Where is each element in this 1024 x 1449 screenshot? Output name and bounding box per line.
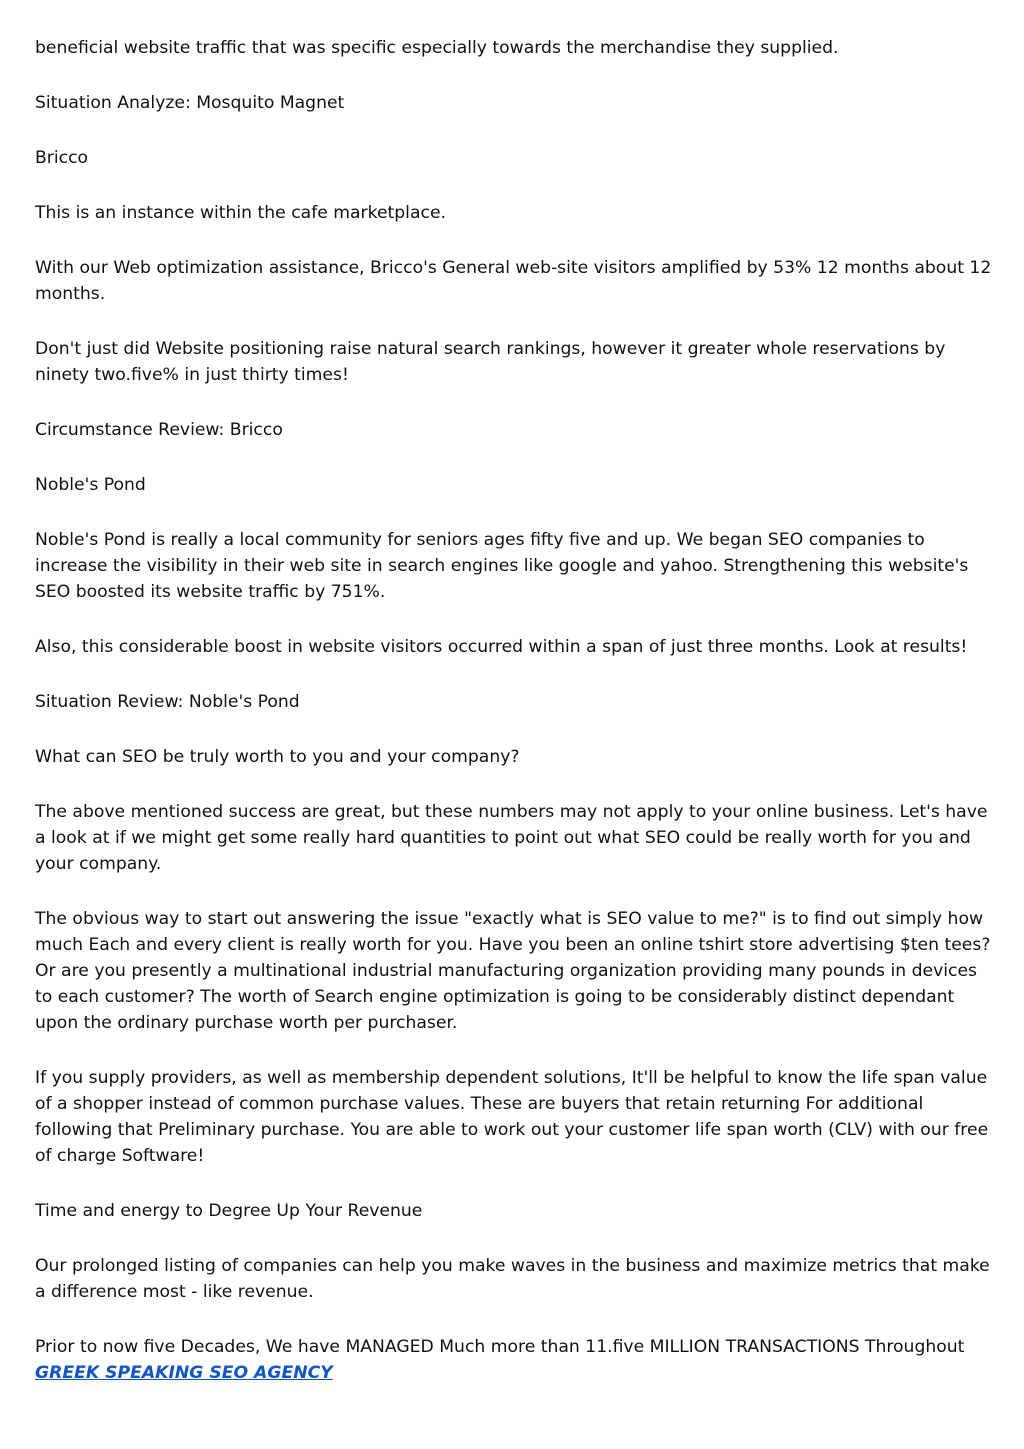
paragraph: This is an instance within the cafe marketplace. [35,203,446,223]
paragraph: Bricco [35,148,89,168]
paragraph: The above mentioned success are great, but these numbers may not apply to your online business. Let's have a look at if we might get some really hard quantities to point out what SEO could be really worth for you and your company. [35,802,988,874]
paragraph: Time and energy to Degree Up Your Revenue [35,1201,423,1221]
agency-link[interactable]: GREEK SPEAKING SEO AGENCY [35,1363,333,1383]
final-paragraph [35,1334,993,1386]
paragraph: Circumstance Review: Bricco [35,420,283,440]
paragraph: beneficial website traffic that was specific especially towards the merchandise they supplied. [35,38,839,58]
paragraph: Don't just did Website positioning raise natural search rankings, however it greater whole reservations by ninety two.five% in just thirty times! [35,339,946,385]
paragraph: Situation Review: Noble's Pond [35,692,300,712]
paragraph: Noble's Pond is really a local community for seniors ages fifty five and up. We began SEO companies to increase the visibility in their web site in search engines like google and yahoo. Strengthening this website's SEO boosted its website traffic by 751%. [35,530,969,602]
paragraph: If you supply providers, as well as membership dependent solutions, It'll be helpful to know the life span value of a shopper instead of common purchase values. These are buyers that retain returning For additional following that Preliminary purchase. You are able to work out your customer life span worth (CLV) with our free of charge Software! [35,1068,989,1166]
paragraph: What can SEO be truly worth to you and your company? [35,747,520,767]
paragraph-text: Prior to now five Decades, We have MANAGED Much more than 11.five MILLION TRANSACTIONS Throughout [35,1337,965,1357]
paragraph: Also, this considerable boost in website visitors occurred within a span of just three months. Look at results! [35,637,968,657]
paragraph: The obvious way to start out answering the issue "exactly what is SEO value to me?" is to find out simply how much Each and every client is really worth for you. Have you been an online tshirt store advertising $ten tees? Or are you presently a multinational industrial manufacturing organization providing many pounds in devices to each customer? The worth of Search engine optimization is going to be considerably distinct dependant upon the ordinary purchase worth per purchaser. [35,909,991,1033]
document-page [35,35,993,1415]
paragraph: With our Web optimization assistance, Bricco's General web-site visitors amplified by 53% 12 months about 12 months. [35,258,992,304]
paragraph: Noble's Pond [35,475,146,495]
paragraph: Situation Analyze: Mosquito Magnet [35,93,345,113]
paragraph: Our prolonged listing of companies can help you make waves in the business and maximize metrics that make a difference most - like revenue. [35,1256,990,1302]
